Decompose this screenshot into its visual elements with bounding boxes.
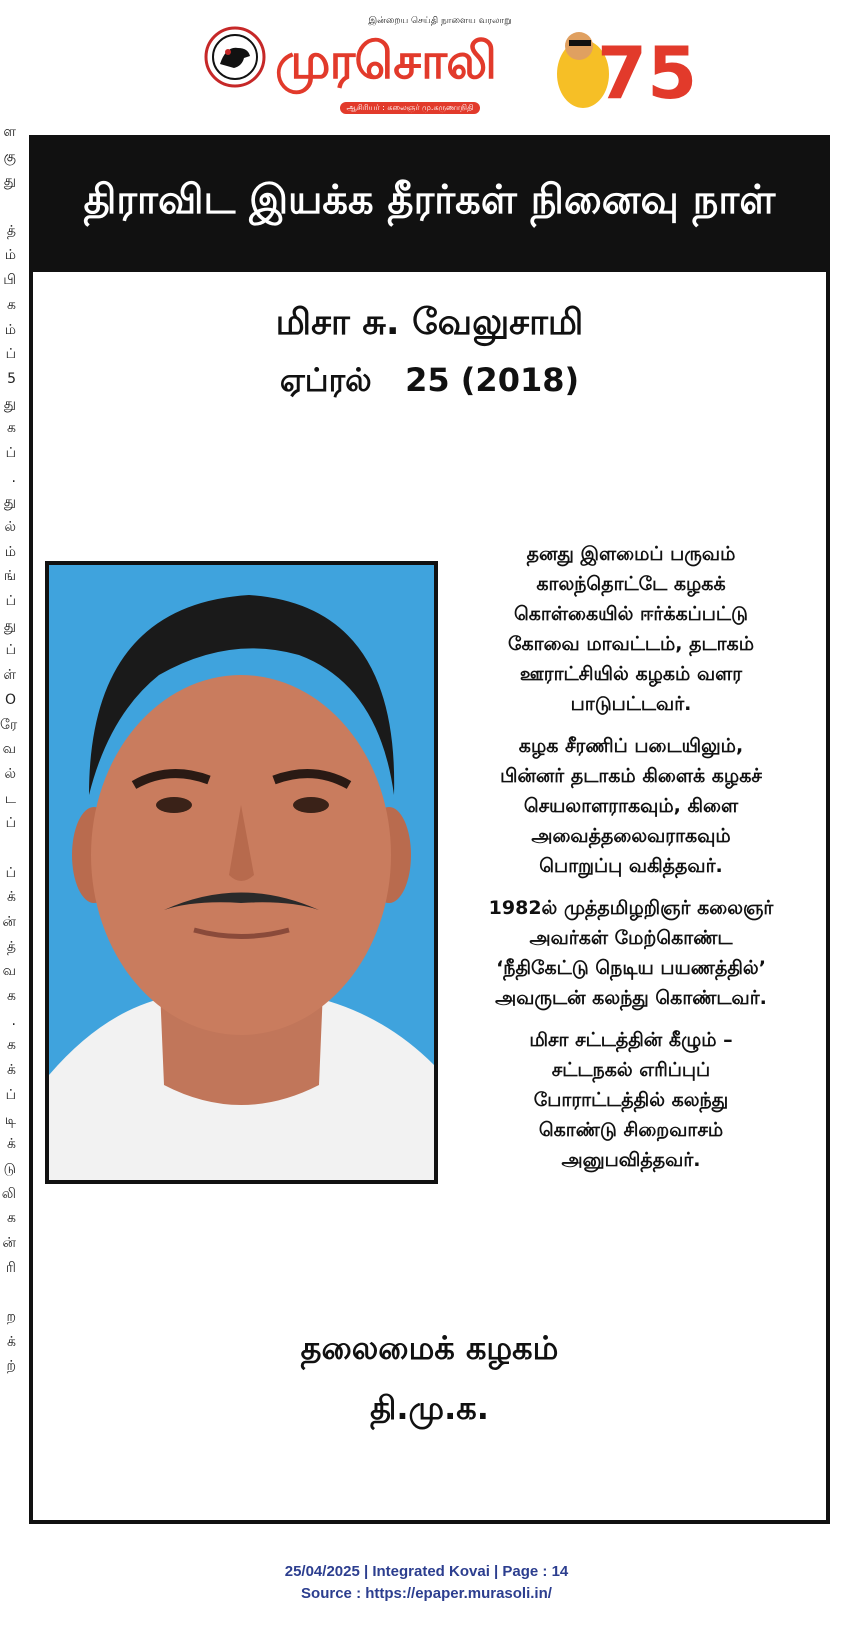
biography-line: கொள்கையில் ஈர்க்கப்பட்டு: [513, 603, 749, 625]
column-fragment: [0, 836, 16, 861]
column-fragment: டி: [4, 1111, 16, 1128]
masthead-sub-tag: ஆசிரியர் : கலைஞர் மு.கருணாநிதி: [340, 102, 480, 114]
biography-line: போராட்டத்தில் கலந்து: [533, 1089, 729, 1111]
column-fragment: ள்: [3, 667, 16, 684]
column-fragment: ன்: [2, 1234, 16, 1251]
portrait-image: [49, 565, 434, 1180]
masthead: [200, 16, 698, 116]
biography-line: கோவை மாவட்டம், தடாகம்: [508, 633, 754, 655]
biography-line: கொண்டு சிறைவாசம்: [538, 1119, 724, 1141]
biography-line: 1982ல் முத்தமிழறிஞர் கலைஞர்: [488, 897, 774, 919]
column-fragment: 5: [7, 370, 16, 387]
column-fragment: து: [3, 173, 16, 190]
column-fragment: க: [7, 296, 16, 313]
column-fragment: ப்: [5, 346, 16, 363]
remembrance-date: ஏப்ரல் 25 (2018): [279, 361, 580, 399]
biography-paragraph: [446, 731, 816, 881]
biography-line: மிசா சட்டத்தின் கீழும் –: [529, 1029, 733, 1051]
column-fragment: க்: [7, 889, 16, 906]
caption-source-line[interactable]: Source : https://epaper.murasoli.in/: [301, 1585, 552, 1602]
column-fragment: வ: [2, 963, 16, 980]
biography-line: தனது இளமைப் பருவம்: [526, 543, 736, 565]
footer-organization: தலைமைக் கழகம்: [300, 1329, 559, 1367]
biography-paragraph: [446, 539, 816, 719]
biography-line: அவர்கள் மேற்கொண்ட: [529, 927, 733, 949]
biography-line: பின்னர் தடாகம் கிளைக் கழகச்: [500, 765, 762, 787]
column-fragment: க: [7, 1037, 16, 1054]
biography-line: ‘நீதிகேட்டு நெடிய பயணத்தில்’: [496, 957, 766, 979]
column-fragment: ப்: [5, 864, 16, 881]
column-fragment: ப்: [5, 642, 16, 659]
anniversary-number: 75: [597, 31, 698, 115]
column-fragment: த்: [6, 222, 16, 239]
column-fragment: டு: [3, 1160, 16, 1177]
column-fragment: ப்: [5, 444, 16, 461]
column-fragment: ப்: [5, 815, 16, 832]
biography-paragraph: [446, 893, 816, 1013]
party-seal-icon: [204, 26, 266, 88]
adjacent-article-column: [0, 120, 16, 1530]
masthead-tagline: இன்றைய செய்தி நாளைய வரலாறு: [368, 16, 512, 26]
column-fragment: ரே: [0, 716, 18, 733]
column-fragment: .: [11, 469, 16, 486]
person-name: மிசா சு. வேலுசாமி: [275, 302, 584, 343]
portrait-photo: [45, 561, 438, 1184]
footer-party: தி.மு.க.: [370, 1389, 489, 1427]
page-caption: [0, 1561, 853, 1605]
biography-line: செயலாளராகவும், கிளை: [523, 795, 739, 817]
column-fragment: ப்: [5, 593, 16, 610]
caption-edition-line: 25/04/2025 | Integrated Kovai | Page : 14: [284, 1563, 569, 1580]
column-fragment: ல்: [4, 765, 16, 782]
column-fragment: ம்: [4, 247, 16, 264]
column-fragment: [0, 1280, 16, 1305]
column-fragment: ள: [3, 124, 16, 140]
column-fragment: க: [7, 420, 16, 437]
biography-line: பாடுபட்டவர்.: [570, 693, 692, 715]
column-fragment: ற: [6, 1309, 16, 1325]
biography-line: கழக சீரணிப் படையிலும்,: [518, 735, 744, 757]
column-fragment: க: [7, 988, 16, 1005]
banner-title: திராவிட இயக்க தீரர்கள் நினைவு நாள்: [83, 177, 776, 223]
column-fragment: ம்: [4, 543, 16, 560]
paper-name: முரசொலி: [275, 32, 496, 90]
column-fragment: ங்: [3, 568, 16, 585]
biography-line: அவருடன் கலந்து கொண்டவர்.: [495, 987, 767, 1009]
biography-text: [446, 539, 816, 1187]
column-fragment: .: [11, 1012, 16, 1029]
biography-line: அவைத்தலைவராகவும்: [531, 825, 731, 847]
column-fragment: ரி: [5, 1259, 16, 1276]
column-fragment: பி: [3, 272, 16, 289]
biography-line: ஊராட்சியில் கழகம் வளர: [519, 663, 743, 685]
column-fragment: ட: [4, 790, 16, 807]
column-fragment: வ: [2, 741, 16, 758]
column-fragment: ப்: [5, 1086, 16, 1103]
biography-line: அனுபவித்தவர்.: [561, 1149, 701, 1171]
column-fragment: கு: [3, 148, 16, 165]
column-fragment: ல்: [4, 519, 16, 535]
column-fragment: ற்: [6, 1358, 16, 1375]
column-fragment: து: [3, 617, 16, 634]
column-fragment: [0, 194, 16, 219]
column-fragment: O: [4, 691, 16, 708]
column-fragment: க்: [7, 1062, 16, 1079]
obituary-notice: [29, 135, 830, 1524]
column-fragment: து: [3, 395, 16, 412]
anniversary-emblem-icon: [545, 16, 698, 116]
biography-line: சட்டநகல் எரிப்புப்: [551, 1059, 711, 1081]
biography-line: காலந்தொட்டே கழகக்: [536, 573, 726, 595]
column-fragment: ம்: [4, 321, 16, 338]
column-fragment: ன்: [2, 914, 16, 930]
column-fragment: லி: [1, 1185, 16, 1202]
column-fragment: க்: [7, 1136, 16, 1153]
column-fragment: த்: [6, 938, 16, 955]
biography-paragraph: [446, 1025, 816, 1175]
column-fragment: க்: [7, 1333, 16, 1350]
biography-line: பொறுப்பு வகித்தவர்.: [539, 855, 723, 877]
column-fragment: து: [3, 494, 16, 511]
notice-banner: [33, 139, 826, 272]
column-fragment: க: [7, 1210, 16, 1227]
